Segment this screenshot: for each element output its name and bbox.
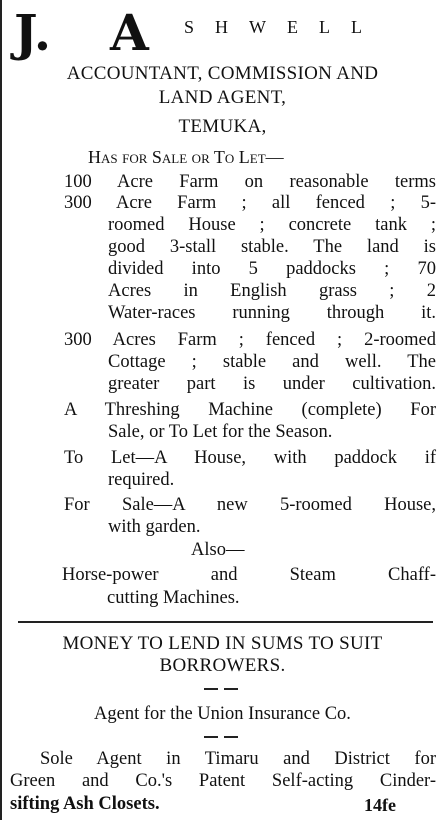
insurance-agent: Agent for the Union Insurance Co. [94,704,351,724]
also-heading: Also— [191,540,245,560]
advert-reference-code: 14fe [364,795,396,815]
listing-item-4-line: A Threshing Machine (complete) For [64,400,436,420]
listing-item-2-line: Acres in English grass ; 2 [108,281,436,301]
listing-item-2-line: good 3-stall stable. The land is [108,237,436,257]
initial-first: J. [14,3,52,62]
listing-item-6-line: with garden. [108,517,201,537]
profession-line-1: ACCOUNTANT, COMMISSION AND [66,63,379,84]
profession-line-2: LAND AGENT, [158,87,287,108]
sole-agent-line: Green and Co.'s Patent Self-acting Cinder- [10,771,436,791]
listing-item-3-line: greater part is under cultivation. [108,374,436,394]
money-line-2: BORROWERS. [159,655,286,676]
listing-item-3-line: 300 Acres Farm ; fenced ; 2-roomed [64,330,436,350]
listing-item-1: 100 Acre Farm on reasonable terms [64,172,436,192]
listing-item-2-line: Water-races running through it. [108,303,436,323]
listing-item-4-line: Sale, or To Let for the Season. [108,422,333,442]
listings-heading: Has for Sale or To Let— [88,147,284,167]
separator-dash [204,736,218,738]
separator-dash [204,688,218,690]
listing-item-7-line: cutting Machines. [107,588,240,608]
sole-agent-line: Sole Agent in Timaru and District for [40,749,436,769]
listing-item-5-line: required. [108,470,175,490]
separator-dash [224,688,238,690]
initial-last: A [110,3,149,62]
money-line-1: MONEY TO LEND IN SUMS TO SUIT [62,633,383,654]
listing-item-5-line: To Let—A House, with paddock if [64,448,436,468]
town-name: TEMUKA, [178,116,267,137]
listing-item-6-line: For Sale—A new 5-roomed House, [64,495,436,515]
separator-dash [224,736,238,738]
advertiser-name [12,3,437,66]
surname-rest: SHWELL [184,17,383,37]
listing-item-7-line: Horse-power and Steam Chaff- [62,565,436,585]
listing-item-2-line: divided into 5 paddocks ; 70 [108,259,436,279]
sole-agent-last-line: sifting Ash Closets. [10,794,160,814]
listing-item-3-line: Cottage ; stable and well. The [108,352,436,372]
section-rule [18,621,433,623]
listing-item-2-line: 300 Acre Farm ; all fenced ; 5- [64,193,436,213]
listing-item-2-line: roomed House ; concrete tank ; [108,215,436,235]
